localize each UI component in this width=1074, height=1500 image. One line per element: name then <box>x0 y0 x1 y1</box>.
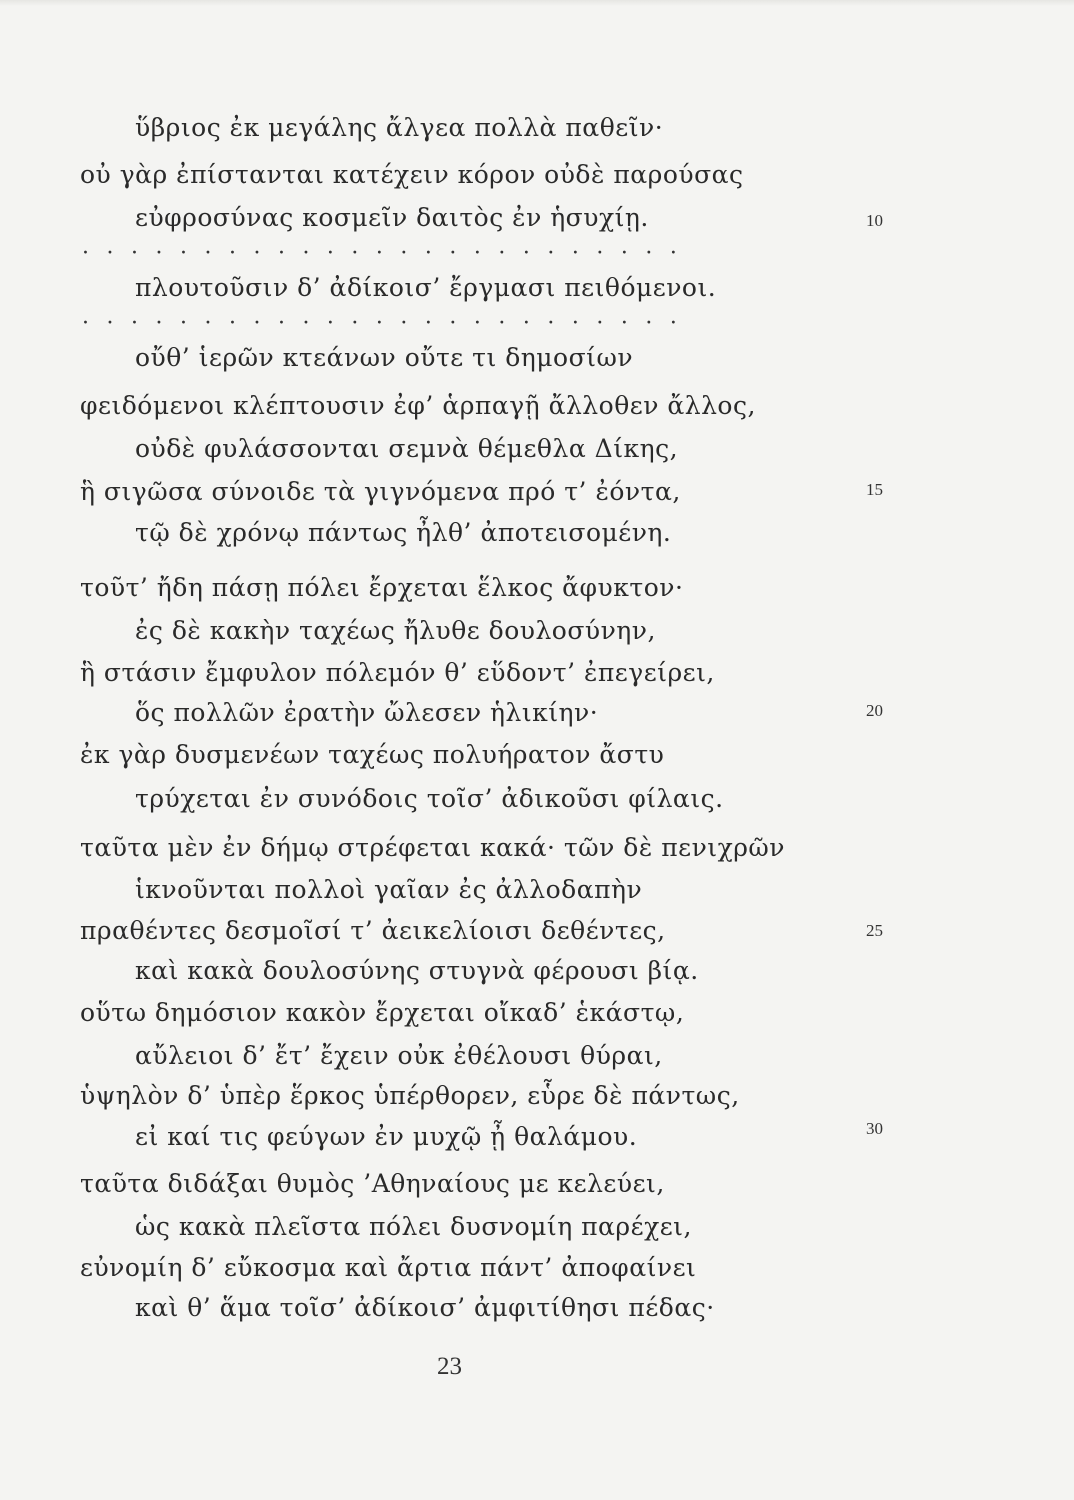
verse-line: οὔθ’ ἱερῶν κτεάνων οὔτε τι δημοσίων <box>135 343 634 372</box>
verse-line: πραθέντες δεσμοῖσί τ’ ἀεικελίοισι δεθέντες, <box>80 916 666 945</box>
verse-line: εἰ καί τις φεύγων ἐν μυχῷ ᾖ θαλάμου. <box>135 1122 638 1151</box>
page-number: 23 <box>437 1353 462 1380</box>
verse-line: ἣ στάσιν ἔμφυλον πόλεμόν θ’ εὕδοντ’ ἐπεγείρει, <box>80 658 715 687</box>
line-number: 20 <box>866 701 883 720</box>
verse-line: ὑψηλὸν δ’ ὑπὲρ ἕρκος ὑπέρθορεν, εὗρε δὲ πάντως, <box>80 1081 740 1110</box>
verse-line: εὐφροσύνας κοσμεῖν δαιτὸς ἐν ἡσυχίῃ. <box>135 203 649 232</box>
verse-line: ταῦτα διδάξαι θυμὸς ’Αθηναίους με κελεύει, <box>80 1169 665 1198</box>
line-number: 25 <box>866 921 883 940</box>
verse-line: αὔλειοι δ’ ἔτ’ ἔχειν οὐκ ἐθέλουσι θύραι, <box>135 1041 663 1070</box>
verse-line: ὅς πολλῶν ἐρατὴν ὤλεσεν ἡλικίην· <box>135 698 599 727</box>
verse-line: ἱκνοῦνται πολλοὶ γαῖαν ἐς ἀλλοδαπὴν <box>135 875 643 904</box>
verse-line: πλουτοῦσιν δ’ ἀδίκοισ’ ἔργμασι πειθόμενοι. <box>135 273 717 302</box>
verse-line: τρύχεται ἐν συνόδοις τοῖσ’ ἀδικοῦσι φίλαις. <box>135 784 724 813</box>
verse-line: οὐ γὰρ ἐπίστανται κατέχειν κόρον οὐδὲ παρούσας <box>80 160 744 189</box>
verse-line: οὕτω δημόσιον κακὸν ἔρχεται οἴκαδ’ ἑκάστῳ, <box>80 998 685 1027</box>
verse-line: εὐνομίη δ’ εὔκοσμα καὶ ἄρτια πάντ’ ἀποφαίνει <box>80 1253 697 1282</box>
page-top-edge <box>0 0 1074 6</box>
lacuna-dots: ························· <box>82 241 695 266</box>
line-number: 10 <box>866 211 883 230</box>
verse-line: οὐδὲ φυλάσσονται σεμνὰ θέμεθλα Δίκης, <box>135 434 679 463</box>
verse-line: ἣ σιγῶσα σύνοιδε τὰ γιγνόμενα πρό τ’ ἐόντα, <box>80 477 681 506</box>
verse-line: καὶ θ’ ἅμα τοῖσ’ ἀδίκοισ’ ἀμφιτίθησι πέδας· <box>135 1293 715 1322</box>
verse-line: τῷ δὲ χρόνῳ πάντως ἦλθ’ ἀποτεισομένη. <box>135 518 672 547</box>
verse-line: ἐκ γὰρ δυσμενέων ταχέως πολυήρατον ἄστυ <box>80 740 665 769</box>
line-number: 30 <box>866 1119 883 1138</box>
verse-line: ὡς κακὰ πλεῖστα πόλει δυσνομίη παρέχει, <box>135 1212 692 1241</box>
verse-line: καὶ κακὰ δουλοσύνης στυγνὰ φέρουσι βίᾳ. <box>135 956 699 985</box>
verse-line: φειδόμενοι κλέπτουσιν ἐφ’ ἁρπαγῇ ἄλλοθεν ἄλλος, <box>80 391 756 420</box>
verse-line: ἐς δὲ κακὴν ταχέως ἤλυθε δουλοσύνην, <box>135 616 656 645</box>
lacuna-dots: ························· <box>82 311 695 336</box>
line-number: 15 <box>866 480 883 499</box>
verse-line: τοῦτ’ ἤδη πάσῃ πόλει ἔρχεται ἕλκος ἄφυκτον· <box>80 573 684 602</box>
verse-line: ὕβριος ἐκ μεγάλης ἄλγεα πολλὰ παθεῖν· <box>135 113 664 142</box>
verse-line: ταῦτα μὲν ἐν δήμῳ στρέφεται κακά· τῶν δὲ πενιχρῶν <box>80 833 786 862</box>
